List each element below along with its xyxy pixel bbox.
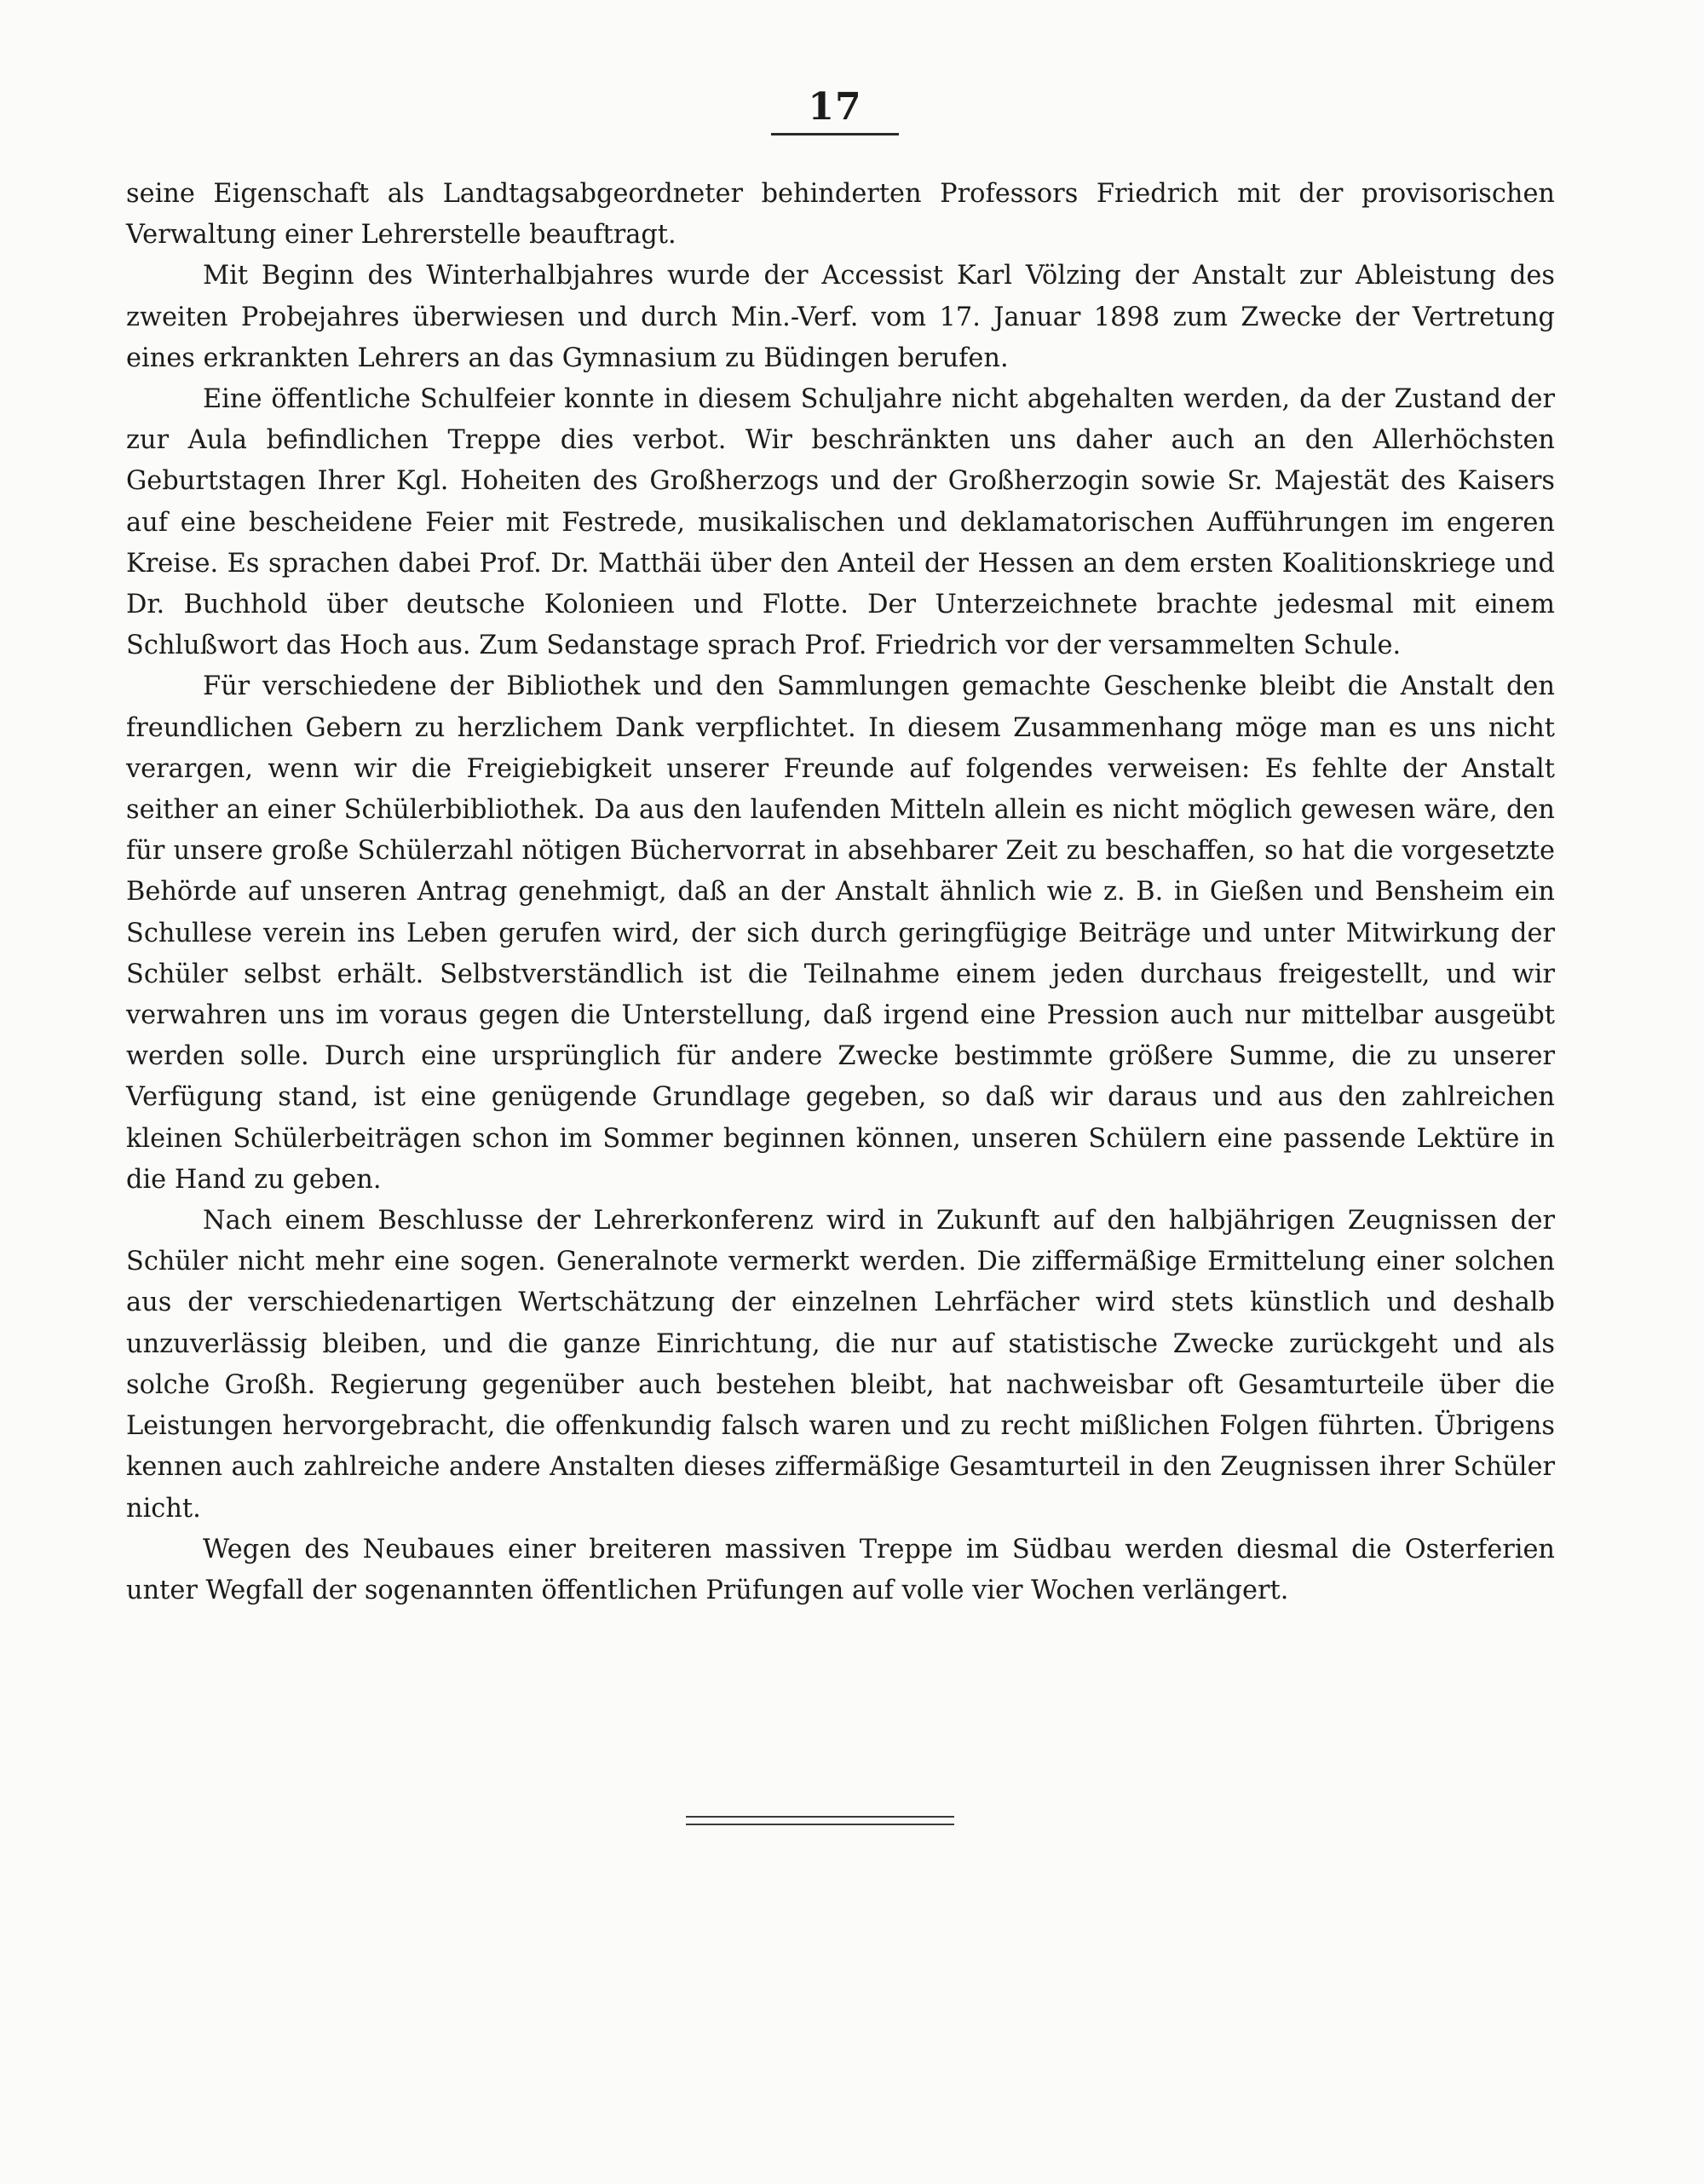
page-number: 17 <box>808 85 862 129</box>
section-end-rule <box>686 1816 954 1825</box>
paragraph-schulfeier: Eine öffentliche Schulfeier konnte in diesem Schuljahre nicht abgehalten werden, da der Zustand der zur Aula befindlichen Treppe dies verbot. Wir beschränkten uns daher auch an den Allerhöchsten Geburtstagen Ihrer Kgl. Hoheiten des Großherzogs und der Großherzogin sowie Sr. Majestät des Kaisers auf eine bescheidene Feier mit Festrede, musikalischen und deklamatorischen Aufführungen im engeren Kreise. Es sprachen dabei Prof. Dr. Matthäi über den Anteil der Hessen an dem ersten Koalitionskriege und Dr. Buchhold über deutsche Kolonieen und Flotte. Der Unterzeichnete brachte jedesmal mit einem Schlußwort das Hoch aus. Zum Sedanstage sprach Prof. Friedrich vor der versammelten Schule. <box>126 384 1555 661</box>
paragraph-lehrerstelle: seine Eigenschaft als Landtagsabgeordneter behinderten Professors Friedrich mit der provisorischen Verwaltung einer Lehrerstelle beauftragt. <box>126 179 1555 251</box>
page-number-rule <box>771 133 899 135</box>
body-text <box>126 174 1555 1611</box>
paragraph-osterferien: Wegen des Neubaues einer breiteren massiven Treppe im Südbau werden diesmal die Osterferien unter Wegfall der sogenannten öffentlichen Prüfungen auf volle vier Wochen verlängert. <box>126 1534 1555 1605</box>
paragraph-schuelerbibliothek: Für verschiedene der Bibliothek und den Sammlungen gemachte Geschenke bleibt die Anstalt den freundlichen Gebern zu herzlichem Dank verpflichtet. In diesem Zusammenhang möge man es uns nicht verargen, wenn wir die Freigiebigkeit unserer Freunde auf folgendes verweisen: Es fehlte der Anstalt seither an einer Schülerbibliothek. Da aus den laufenden Mitteln allein es nicht möglich gewesen wäre, den für unsere große Schülerzahl nötigen Büchervorrat in absehbarer Zeit zu beschaffen, so hat die vorgesetzte Behörde auf unseren Antrag genehmigt, daß an der Anstalt ähnlich wie z. B. in Gießen und Bensheim ein Schullese verein ins Leben gerufen wird, der sich durch geringfügige Beiträge und unter Mitwirkung der Schüler selbst erhält. Selbstverständlich ist die Teilnahme einem jeden durchaus freigestellt, und wir verwahren uns im voraus gegen die Unterstellung, daß irgend eine Pression auch nur mittelbar ausgeübt werden solle. Durch eine ursprünglich für andere Zwecke bestimmte größere Summe, die zu unserer Verfügung stand, ist eine genügende Grundlage gegeben, so daß wir daraus und aus den zahlreichen kleinen Schülerbeiträgen schon im Sommer beginnen können, unseren Schülern eine passende Lektüre in die Hand zu geben. <box>126 671 1555 1195</box>
paragraph-accessist: Mit Beginn des Winterhalbjahres wurde der Accessist Karl Völzing der Anstalt zur Ableistung des zweiten Probejahres überwiesen und durch Min.-Verf. vom 17. Januar 1898 zum Zwecke der Vertretung eines erkrankten Lehrers an das Gymnasium zu Büdingen berufen. <box>126 261 1555 373</box>
paragraph-generalnote: Nach einem Beschlusse der Lehrerkonferenz wird in Zukunft auf den halbjährigen Zeugnissen der Schüler nicht mehr eine sogen. Generalnote vermerkt werden. Die ziffermäßige Ermittelung einer solchen aus der verschiedenartigen Wertschätzung der einzelnen Lehrfächer wird stets künstlich und deshalb unzuverlässig bleiben, und die ganze Einrichtung, die nur auf statistische Zwecke zurückgeht und als solche Großh. Regierung gegenüber auch bestehen bleibt, hat nachweisbar oft Gesamturteile über die Leistungen hervorgebracht, die offenkundig falsch waren und zu recht mißlichen Folgen führten. Übrigens kennen auch zahlreiche andere Anstalten dieses ziffermäßige Gesamturteil in den Zeugnissen ihrer Schüler nicht. <box>126 1206 1555 1524</box>
